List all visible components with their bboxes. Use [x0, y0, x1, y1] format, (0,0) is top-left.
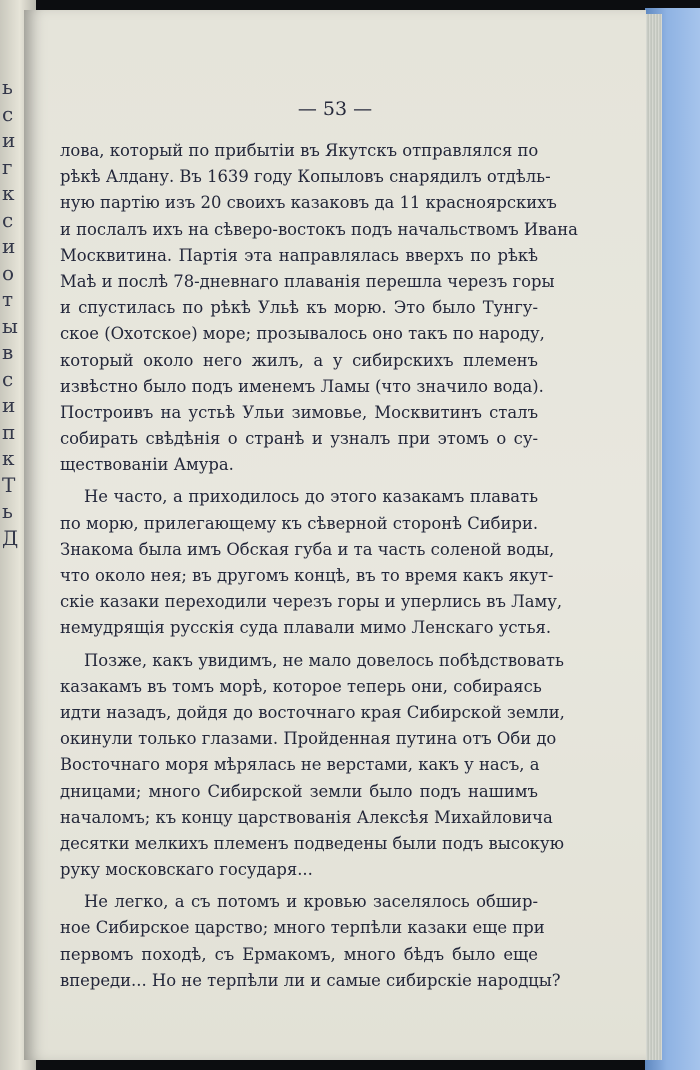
- facing-page-fragment: Т: [2, 473, 16, 497]
- text-line: что около нея; въ другомъ концѣ, въ то время какъ якут-: [60, 566, 554, 585]
- facing-page-fragment: и: [2, 393, 16, 417]
- text-line: Маѣ и послѣ 78-дневнаго плаванія перешла черезъ горы: [60, 271, 555, 291]
- text-line: Построивъ на устьѣ Ульи зимовье, Москвитинъ сталъ: [60, 402, 538, 422]
- text-line: рѣкѣ Алдану. Въ 1639 году Копыловъ снарядилъ отдѣль-: [60, 167, 551, 187]
- text-line: окинули только глазами. Пройденная путина отъ Оби до: [60, 729, 557, 749]
- text-line: казакамъ въ томъ морѣ, которое теперь они, собираясь: [60, 676, 542, 696]
- text-line: лова, который по прибытіи въ Якутскъ отправлялся по: [60, 141, 539, 160]
- text-line: дницами; много Сибирской земли было подъ нашимъ: [60, 781, 538, 801]
- text-line: ное Сибирское царство; много терпѣли казаки еще при: [60, 918, 545, 938]
- text-line: Не часто, а приходилось до этого казакамъ плавать: [84, 487, 538, 507]
- text-line: Знакома была имъ Обская губа и та часть соленой воды,: [60, 539, 555, 559]
- facing-page-fragment: с: [2, 208, 14, 232]
- facing-page-fragment: к: [2, 446, 15, 470]
- text-line: по морю, прилегающему къ сѣверной сторонѣ Сибири.: [60, 513, 539, 533]
- text-line: десятки мелкихъ племенъ подведены были подъ высокую: [60, 833, 564, 853]
- text-line: руку московскаго государя...: [60, 860, 313, 880]
- facing-page-fragment: ь: [2, 75, 13, 99]
- text-line: извѣстно было подъ именемъ Ламы (что значило вода).: [60, 376, 544, 396]
- facing-page-fragment: и: [2, 234, 16, 258]
- facing-page-fragment: Д: [2, 526, 19, 550]
- text-line: впереди... Но не терпѣли ли и самые сибирскіе народцы?: [60, 970, 561, 990]
- page-number: — 53 —: [297, 98, 373, 120]
- text-line: идти назадъ, дойдя до восточнаго края Сибирской земли,: [60, 702, 565, 722]
- text-line: первомъ походѣ, съ Ермакомъ, много бѣдъ было еще: [60, 944, 538, 964]
- facing-page-fragment: г: [2, 155, 13, 179]
- text-line: и спустилась по рѣкѣ Ульѣ къ морю. Это было Тунгу-: [60, 298, 538, 318]
- text-line: Восточнаго моря мѣрялась не верстами, какъ у насъ, а: [60, 755, 540, 775]
- text-line: ское (Охотское) море; прозывалось оно такъ по народу,: [60, 324, 545, 344]
- facing-page-fragment: с: [2, 367, 14, 391]
- text-line: Позже, какъ увидимъ, не мало довелось побѣдствовать: [84, 650, 564, 670]
- body-text: [60, 138, 578, 994]
- text-line: немудрящія русскія суда плавали мимо Ленскаго устья.: [60, 618, 552, 638]
- facing-page-fragment: в: [2, 340, 14, 364]
- facing-page-fragment: ы: [2, 314, 18, 338]
- text-line: и послалъ ихъ на сѣверо-востокъ подъ начальствомъ Ивана: [60, 219, 578, 239]
- text-line: Не легко, а съ потомъ и кровью заселялось обшир-: [84, 892, 538, 912]
- facing-page-fragment: п: [2, 420, 16, 444]
- facing-page-fragment: с: [2, 102, 14, 126]
- facing-page-fragment: т: [2, 287, 14, 311]
- facing-page-fragment: о: [2, 261, 15, 285]
- text-line: началомъ; къ концу царствованія Алексѣя Михайловича: [60, 807, 553, 827]
- facing-page-fragment: ь: [2, 499, 13, 523]
- book-page: [24, 10, 646, 1060]
- text-line: который около него жилъ, а у сибирскихъ племенъ: [60, 350, 538, 370]
- text-line: скіе казаки переходили черезъ горы и уперлись въ Ламу,: [60, 592, 563, 612]
- text-line: ную партію изъ 20 своихъ казаковъ да 11 красноярскихъ: [60, 193, 557, 213]
- text-line: собирать свѣдѣнія о странѣ и узналъ при этомъ о су-: [60, 429, 538, 449]
- facing-page-fragment: к: [2, 181, 15, 205]
- text-line: ществованіи Амура.: [60, 455, 234, 475]
- facing-page-fragment: и: [2, 128, 16, 152]
- text-line: Москвитина. Партія эта направлялась вверхъ по рѣкѣ: [60, 245, 538, 265]
